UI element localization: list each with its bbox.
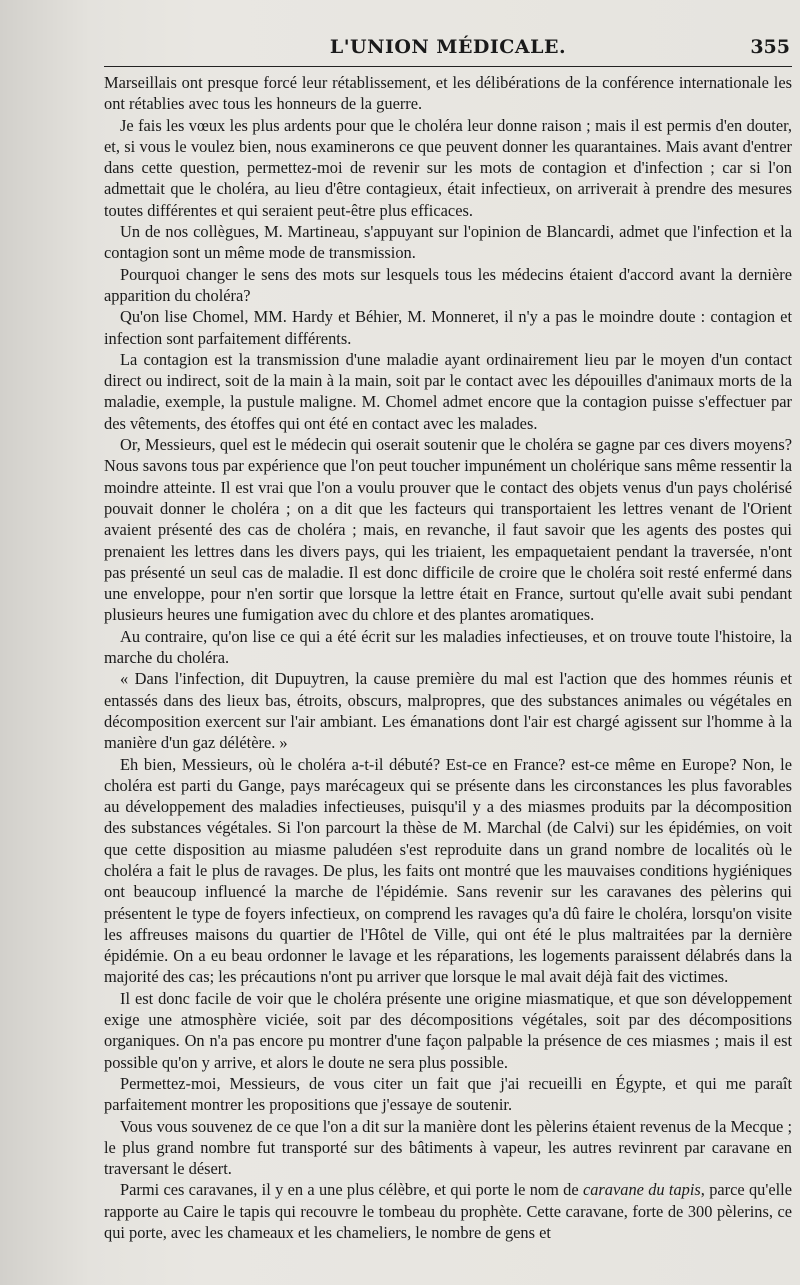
paragraph: Qu'on lise Chomel, MM. Hardy et Béhier, M. Monneret, il n'y a pas le moindre doute : contagion et infection sont parfaitement différents. xyxy=(104,307,792,348)
italic-term: caravane du tapis xyxy=(582,1180,701,1200)
page-number: 355 xyxy=(750,36,790,58)
paragraph: Pourquoi changer le sens des mots sur lesquels tous les médecins étaient d'accord avant la dernière apparition du choléra? xyxy=(104,264,792,305)
paragraph: Marseillais ont presque forcé leur rétablissement, et les délibérations de la conférence internationale les ont rétablies avec tous les honneurs de la guerre. xyxy=(104,73,792,114)
journal-title: L'UNION MÉDICALE. xyxy=(329,36,567,58)
paragraph: La contagion est la transmission d'une maladie ayant ordinairement lieu par le moyen d'un contact direct ou indirect, soit de la main à la main, soit par le contact avec les dépouilles d'animaux morts de la maladie, exemple, la pustule maligne. M. Chomel admet encore que la contagion puisse s'effectuer par des vêtements, des étoffes qui ont été en contact avec les malades. xyxy=(104,349,792,433)
article-body xyxy=(104,72,792,1243)
paragraph xyxy=(104,1179,792,1243)
paragraph-text: , parce qu'elle rapporte au Caire le tapis qui recouvre le tombeau du prophète. Cette caravane, forte de 300 pèlerins, ce qui porte, avec les chameaux et les chameliers, le nombre de gens et xyxy=(104,1180,792,1243)
paragraph: Il est donc facile de voir que le choléra présente une origine miasmatique, et que son développement exige une atmosphère viciée, soit par des décompositions végétales, soit par des décompositions organiques. On n'a pas encore pu montrer d'une façon palpable la présence de ces miasmes ; mais il est possible qu'on y arrive, et alors le doute ne sera plus possible. xyxy=(104,988,792,1072)
paragraph: Permettez-moi, Messieurs, de vous citer un fait que j'ai recueilli en Égypte, et qui me paraît parfaitement montrer les propositions que j'essaye de soutenir. xyxy=(104,1073,792,1115)
paragraph-text: Parmi ces caravanes, il y en a une plus célèbre, et qui porte le nom de xyxy=(120,1180,583,1200)
quotation-paragraph: « Dans l'infection, dit Dupuytren, la cause première du mal est l'action que des hommes réunis et entassés dans des lieux bas, étroits, obscurs, malpropres, que des substances animales ou végétales en décomposition exercent sur l'air ambiant. Les émanations dont l'air est chargé agissent sur l'homme à la manière d'un gaz délétère. » xyxy=(104,669,792,753)
paragraph: Je fais les vœux les plus ardents pour que le choléra leur donne raison ; mais il est permis d'en douter, et, si vous le voulez bien, nous examinerons ce que peuvent donner les quarantaines. Mais avant d'entrer dans cette question, permettez-moi de revenir sur les mots de contagion et d'infection ; car si l'on admettait que le choléra, au lieu d'être contagieux, était infectieux, on arriverait à prendre des mesures toutes différentes et qui seraient peut-être plus efficaces. xyxy=(104,115,792,220)
running-header xyxy=(104,32,792,67)
paragraph: Vous vous souvenez de ce que l'on a dit sur la manière dont les pèlerins étaient revenus de la Mecque ; le plus grand nombre fut transporté sur des bâtiments à vapeur, les autres revinrent par caravane en traversant le désert. xyxy=(104,1116,792,1179)
paragraph: Eh bien, Messieurs, où le choléra a-t-il débuté? Est-ce en France? est-ce même en Europe? Non, le choléra est parti du Gange, pays marécageux qui se présente dans les circonstances les plus favorables au développement des maladies infectieuses, puisqu'il y a des miasmes produits par la décomposition des substances végétales. Si l'on parcourt la thèse de M. Marchal (de Calvi) sur les épidémies, on voit que cette disposition au miasme paludéen s'est reproduite dans un grand nombre de localités où le choléra a fait le plus de ravages. De plus, les faits ont montré que les mauvaises conditions hygiéniques ont beaucoup influencé la marche de l'épidémie. Sans revenir sur les caravanes des pèlerins qui présentent le type de foyers infectieux, on comprend les ravages qu'a dû faire le choléra, lorsqu'on visite les affreuses maisons du quartier de l'Hôtel de Ville, qui ont été le plus maltraitées par la dernière épidémie. On a eu beau ordonner le lavage et les réparations, les logements paraissent délabrés dans la majorité des cas; les précautions n'ont pu arriver que lorsque le mal avait déjà fait des victimes. xyxy=(104,754,792,987)
paragraph: Au contraire, qu'on lise ce qui a été écrit sur les maladies infectieuses, et on trouve toute l'histoire, la marche du choléra. xyxy=(104,626,792,668)
paragraph: Un de nos collègues, M. Martineau, s'appuyant sur l'opinion de Blancardi, admet que l'infection et la contagion sont un même mode de transmission. xyxy=(104,222,792,263)
paragraph: Or, Messieurs, quel est le médecin qui oserait soutenir que le choléra se gagne par ces divers moyens? Nous savons tous par expérience que l'on peut toucher impunément un cholérique sans même ressentir la moindre atteinte. Il est vrai que l'on a voulu prouver que le contact des objets venus d'un pays cholérisé pouvait donner le choléra ; on a dit que les facteurs qui transportaient les lettres venant de l'Orient avaient présenté des cas de choléra ; mais, en revanche, il faut savoir que les agents des postes qui prenaient les lettres dans les divers pays, qui les triaient, les empaquetaient pendant la traversée, n'ont pas présenté un seul cas de maladie. Il est donc difficile de croire que le choléra soit resté enfermé dans une enveloppe, pour n'en sortir que lorsque la lettre était en France, surtout qu'elle avait subi pendant plusieurs heures une fumigation avec du chlore et des plantes aromatiques. xyxy=(104,435,792,625)
